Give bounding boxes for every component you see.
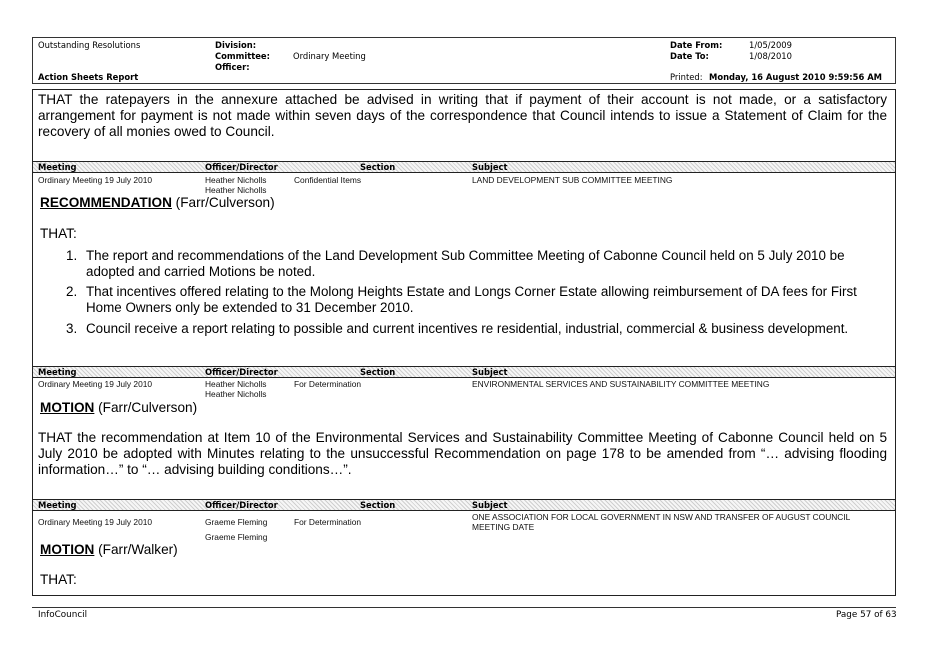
item-body: THAT the recommendation at Item 10 of the Environmental Services and Sustainability Committee Meeting of Cabonne Council held on 5 July 2010 be adopted with Minutes relating to the unsuccessful Recommendation on page 178 to be amended from “… advising flooding information…” to “… advising building conditions…”. [38, 430, 887, 477]
report-name: Outstanding Resolutions [38, 40, 141, 50]
col-section: Section [360, 162, 396, 172]
item-officer: Heather Nicholls [205, 389, 267, 399]
list-number: 3. [66, 321, 78, 336]
heading-label: MOTION [40, 400, 95, 415]
date-to-value: 1/08/2010 [749, 51, 792, 61]
list-item [66, 248, 888, 280]
item-officer: Heather Nicholls [205, 185, 267, 195]
item-section: Confidential Items [294, 175, 362, 185]
committee-value: Ordinary Meeting [293, 51, 366, 61]
item-officer: Heather Nicholls [205, 175, 267, 185]
list-item [66, 284, 888, 316]
list-text: Council receive a report relating to possible and current incentives re residential, industrial, commercial & business development. [86, 321, 849, 336]
item-header-row [33, 499, 895, 511]
date-to-label: Date To: [670, 51, 709, 61]
item-heading [40, 542, 178, 557]
col-meeting: Meeting [38, 500, 77, 510]
col-section: Section [360, 367, 396, 377]
col-meeting: Meeting [38, 367, 77, 377]
item-heading [40, 400, 197, 415]
col-subject: Subject [472, 367, 508, 377]
col-section: Section [360, 500, 396, 510]
printed-value: Monday, 16 August 2010 9:59:56 AM [709, 72, 883, 82]
footer-divider [32, 607, 896, 608]
col-subject: Subject [472, 162, 508, 172]
list-item [66, 321, 888, 337]
item-officer: Heather Nicholls [205, 379, 267, 389]
col-subject: Subject [472, 500, 508, 510]
division-label: Division: [215, 40, 257, 50]
printed-label: Printed: [670, 72, 703, 82]
item-subject: LAND DEVELOPMENT SUB COMMITTEE MEETING [472, 175, 673, 185]
footer-left: InfoCouncil [38, 610, 88, 620]
item-subject: ENVIRONMENTAL SERVICES AND SUSTAINABILITY COMMITTEE MEETING [472, 379, 770, 389]
col-officer: Officer/Director [205, 367, 278, 377]
page-number: Page 57 of 63 [836, 610, 897, 620]
item-section: For Determination [294, 517, 362, 527]
heading-label: MOTION [40, 542, 95, 557]
item-heading [40, 195, 275, 210]
item-section: For Determination [294, 379, 362, 389]
date-from-value: 1/05/2009 [749, 40, 792, 50]
heading-movers: (Farr/Culverson) [94, 400, 198, 415]
report-type: Action Sheets Report [38, 72, 139, 82]
item-meeting: Ordinary Meeting 19 July 2010 [38, 517, 153, 527]
heading-label: RECOMMENDATION [40, 195, 172, 210]
item-meeting: Ordinary Meeting 19 July 2010 [38, 175, 153, 185]
committee-label: Committee: [215, 51, 270, 61]
item-header-row [33, 161, 895, 173]
item-header-row [33, 366, 895, 378]
item-subject: ONE ASSOCIATION FOR LOCAL GOVERNMENT IN NSW AND TRANSFER OF AUGUST COUNCIL [472, 512, 851, 522]
item-lead: THAT: [40, 226, 77, 241]
date-from-label: Date From: [670, 40, 723, 50]
item-lead: THAT: [40, 572, 77, 587]
intro-paragraph: THAT the ratepayers in the annexure attached be advised in writing that if payment of their account is not made, or a satisfactory arrangement for payment is not made within seven days of the correspondence that Council intends to issue a Statement of Claim for the recovery of all monies owed to Council. [38, 92, 887, 139]
item-subject: MEETING DATE [472, 522, 535, 532]
item-meeting: Ordinary Meeting 19 July 2010 [38, 379, 153, 389]
heading-movers: (Farr/Culverson) [171, 195, 275, 210]
list-text: That incentives offered relating to the Molong Heights Estate and Longs Corner Estate allowing reimbursement of DA fees for First Home Owners only be extended to 31 December 2010. [86, 284, 857, 315]
report-header [32, 37, 896, 84]
list-text: The report and recommendations of the Land Development Sub Committee Meeting of Cabonne Council held on 5 July 2010 be adopted and carried Motions be noted. [86, 248, 845, 279]
list-number: 2. [66, 284, 78, 299]
col-meeting: Meeting [38, 162, 77, 172]
col-officer: Officer/Director [205, 162, 278, 172]
item-officer: Graeme Fleming [205, 532, 268, 542]
officer-label: Officer: [215, 62, 250, 72]
item-officer: Graeme Fleming [205, 517, 268, 527]
heading-movers: (Farr/Walker) [94, 542, 178, 557]
col-officer: Officer/Director [205, 500, 278, 510]
list-number: 1. [66, 248, 78, 263]
